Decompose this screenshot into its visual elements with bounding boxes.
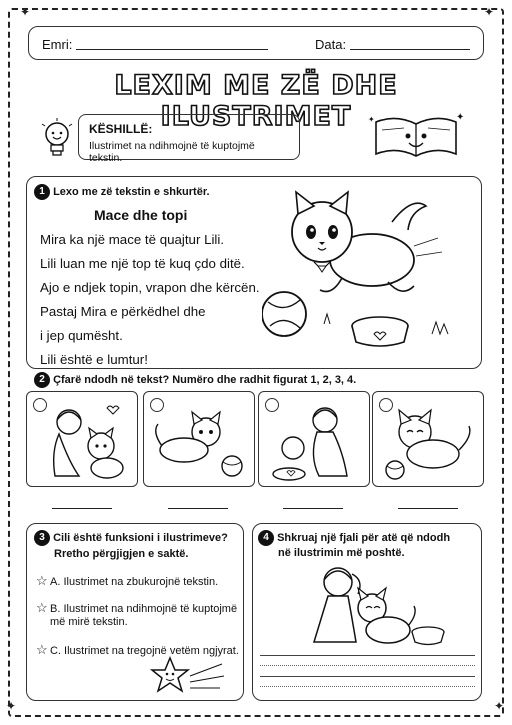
story-line: Mira ka një mace të quajtur Lili. [40, 232, 225, 247]
option-b-text: B. Ilustrimet na ndihmojnë të kuptojmë [50, 603, 238, 615]
option-b[interactable] [36, 600, 237, 616]
corner-star-icon: ✦ [494, 699, 505, 713]
header-box [28, 26, 484, 60]
girl-hugging-cat-image [27, 392, 137, 486]
date-label: Data: [315, 37, 347, 52]
section3-question-row [34, 530, 228, 546]
smiling-star-icon [150, 654, 230, 696]
cat-playing-illustration [262, 186, 474, 364]
section4-instruction: Shkruaj një fjali për atë që ndodh [277, 531, 451, 544]
section4-number: 4 [258, 530, 274, 546]
story-line: i jep qumësht. [40, 328, 123, 343]
name-field[interactable] [76, 49, 268, 50]
lightbulb-icon [40, 118, 74, 162]
writing-guide-2 [260, 686, 475, 687]
page-title: LEXIM ME ZË DHE ILUSTRIMET [114, 70, 398, 132]
tip-text: Ilustrimet na ndihmojnë të kuptojmë tekstin. [89, 140, 255, 164]
option-c-text: C. Ilustrimet na tregojnë vetëm ngjyrat. [50, 645, 239, 657]
option-a[interactable] [36, 573, 218, 589]
cat-chasing-ball-image [144, 392, 254, 486]
book-icon [366, 110, 466, 166]
corner-star-icon: ✦ [20, 5, 31, 19]
name-label: Emri: [42, 37, 73, 52]
section1-instruction: Lexo me zë tekstin e shkurtër. [53, 185, 210, 198]
story-line: Lili luan me një top të kuq çdo ditë. [40, 256, 245, 271]
answer-line-3[interactable] [283, 508, 343, 509]
option-b-continuation: më mirë tekstin. [50, 616, 128, 628]
happy-cat-with-yarn-image [373, 392, 483, 486]
answer-line-4[interactable] [398, 508, 458, 509]
story-line: Ajo e ndjek topin, vrapon dhe kërcën. [40, 280, 260, 295]
corner-star-icon: ✦ [484, 5, 495, 19]
section1-instruction-row [34, 184, 210, 200]
picture-frame-4 [372, 391, 484, 487]
option-a-text: A. Ilustrimet na zbukurojnë tekstin. [50, 576, 219, 588]
star-icon: ☆ [36, 573, 48, 588]
date-field[interactable] [350, 49, 470, 50]
tip-box [78, 114, 300, 164]
picture-frame-3 [258, 391, 370, 487]
section3-number: 3 [34, 530, 50, 546]
section1-number: 1 [34, 184, 50, 200]
svg-text:✦: ✦ [368, 115, 375, 124]
section3-subinstruction: Rretho përgjigjen e saktë. [54, 548, 189, 560]
corner-star-icon: ✦ [6, 699, 17, 713]
story-line: Pastaj Mira e përkëdhel dhe [40, 304, 206, 319]
story-title: Mace dhe topi [94, 207, 188, 223]
writing-line-1[interactable] [260, 655, 475, 656]
star-icon: ☆ [36, 642, 48, 657]
story-line: Lili është e lumtur! [40, 352, 148, 367]
writing-guide-1 [260, 665, 475, 666]
answer-line-2[interactable] [168, 508, 228, 509]
tip-heading: KËSHILLË: [89, 122, 153, 136]
picture-frame-2 [143, 391, 255, 487]
girl-petting-cat-illustration [290, 562, 460, 648]
section4-instruction-row [258, 530, 450, 546]
writing-line-2[interactable] [260, 676, 475, 677]
star-icon: ☆ [36, 600, 48, 615]
section3-question: Cili është funksioni i ilustrimeve? [53, 531, 228, 544]
svg-text:✦: ✦ [456, 112, 465, 123]
picture-frame-1 [26, 391, 138, 487]
section4-instruction-cont: në ilustrimin më poshtë. [278, 547, 405, 559]
answer-line-1[interactable] [52, 508, 112, 509]
section2-instruction-row [34, 372, 356, 388]
section2-number: 2 [34, 372, 50, 388]
section2-instruction: Çfarë ndodh në tekst? Numëro dhe radhit figurat 1, 2, 3, 4. [53, 373, 357, 386]
girl-feeding-cat-image [259, 392, 369, 486]
